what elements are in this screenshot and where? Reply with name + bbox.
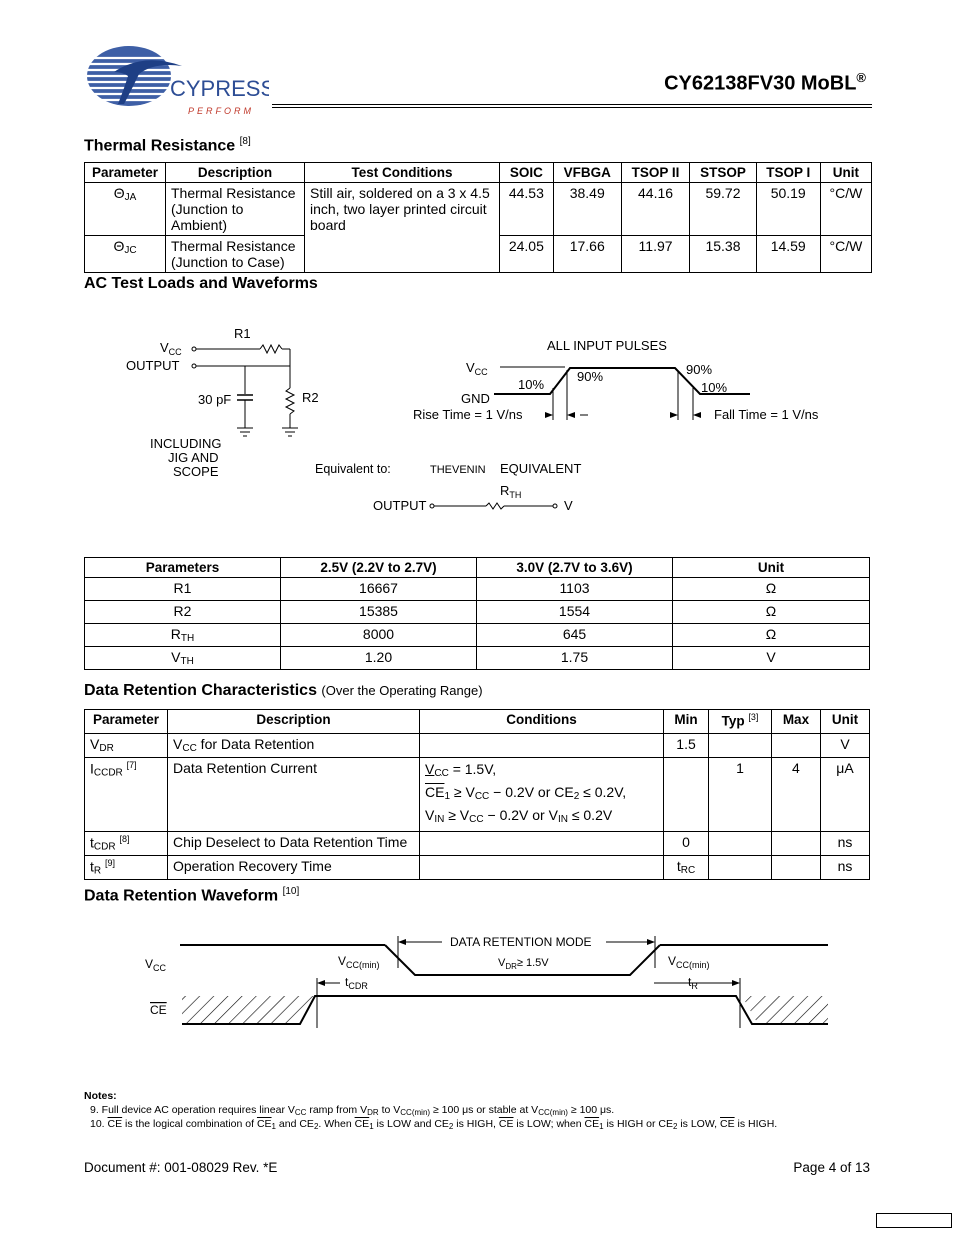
col-header: TSOP I xyxy=(756,163,820,183)
resistor-icon xyxy=(486,503,504,509)
vcc-label: $V_{CC}$ xyxy=(145,957,167,973)
value-cell: 44.16 xyxy=(621,183,690,236)
max-cell xyxy=(771,856,820,880)
vcc-label: $V_{CC}$ xyxy=(160,340,182,357)
value-cell: 8000 xyxy=(281,624,477,647)
svg-text:CYPRESS: CYPRESS xyxy=(170,76,269,101)
cypress-logo-icon xyxy=(84,44,269,119)
param-cell: ΘJA xyxy=(85,183,166,236)
output-label: OUTPUT xyxy=(126,358,180,373)
col-header: Unit xyxy=(673,558,870,578)
vccmin-label: $V_{CC(min)}$ xyxy=(668,954,710,970)
table-row xyxy=(85,183,872,236)
unit-cell: Ω xyxy=(673,578,870,601)
rth-label: $R_{TH}$ xyxy=(500,483,522,500)
unit-cell: V xyxy=(820,734,869,758)
unit-cell: ns xyxy=(820,832,869,856)
value-cell: 17.66 xyxy=(553,236,621,273)
retention-mode-label: DATA RETENTION MODE xyxy=(450,935,592,949)
r1-label: R1 xyxy=(234,326,251,341)
desc-cell: Thermal Resistance (Junction to Ambient) xyxy=(166,183,305,236)
col-header: Conditions xyxy=(420,710,664,734)
col-header: 3.0V (2.7V to 3.6V) xyxy=(477,558,673,578)
col-header: Unit xyxy=(820,163,871,183)
col-header: Min xyxy=(664,710,709,734)
pct-label: 10% xyxy=(701,380,728,395)
col-header: Description xyxy=(168,710,420,734)
param-cell: VTH xyxy=(85,647,281,670)
pct-label: 90% xyxy=(577,369,604,384)
table-header-row xyxy=(85,558,870,578)
feedback-box[interactable] xyxy=(876,1213,952,1228)
thermal-table xyxy=(84,162,872,273)
value-cell: 59.72 xyxy=(690,183,756,236)
thevenin-label: THEVENIN xyxy=(430,464,486,476)
col-header: Parameter xyxy=(85,163,166,183)
wave-vcc-label: $V_{CC}$ xyxy=(466,360,488,377)
typ-cell xyxy=(709,856,772,880)
waveform-heading: Data Retention Waveform [10] xyxy=(84,886,300,905)
unit-cell: °C/W xyxy=(820,236,871,273)
pct-label: 10% xyxy=(518,377,545,392)
resistor-icon xyxy=(260,345,282,353)
param-cell: RTH xyxy=(85,624,281,647)
desc-cell: VCC for Data Retention xyxy=(168,734,420,758)
table-header-row xyxy=(85,163,872,183)
table-row xyxy=(85,624,870,647)
param-cell: ICCDR [7] xyxy=(85,758,168,832)
resistor-icon xyxy=(286,388,294,414)
param-cell: ΘJC xyxy=(85,236,166,273)
cypress-logo xyxy=(84,44,269,119)
unit-cell: °C/W xyxy=(820,183,871,236)
col-header: Test Conditions xyxy=(305,163,500,183)
value-cell: 38.49 xyxy=(553,183,621,236)
max-cell xyxy=(771,832,820,856)
desc-cell: Chip Deselect to Data Retention Time xyxy=(168,832,420,856)
ac-test-load-diagram xyxy=(110,318,850,518)
scope-label: SCOPE xyxy=(173,464,219,479)
col-header: Unit xyxy=(820,710,869,734)
desc-cell: Data Retention Current xyxy=(168,758,420,832)
value-cell: 15385 xyxy=(281,601,477,624)
notes-title: Notes: xyxy=(84,1090,117,1102)
desc-cell: Operation Recovery Time xyxy=(168,856,420,880)
data-retention-waveform xyxy=(140,928,840,1033)
unit-cell: V xyxy=(673,647,870,670)
pct-label: 90% xyxy=(686,362,713,377)
including-label: INCLUDING xyxy=(150,436,222,451)
document-number: Document #: 001-08029 Rev. *E xyxy=(84,1160,278,1175)
r2-label: R2 xyxy=(302,390,319,405)
param-cell: R2 xyxy=(85,601,281,624)
page-title: CY62138FV30 MoBL® xyxy=(664,70,866,95)
cap-label: 30 pF xyxy=(198,392,232,407)
param-cell: R1 xyxy=(85,578,281,601)
table-row xyxy=(85,758,870,832)
min-cell: tRC xyxy=(664,856,709,880)
gnd-label: GND xyxy=(461,391,490,406)
conditions-cell xyxy=(420,734,664,758)
equiv-to-label: Equivalent to: xyxy=(315,462,391,476)
tcdr-label: $t_{CDR}$ xyxy=(345,975,368,991)
value-cell: 15.38 xyxy=(690,236,756,273)
param-cell: tR [9] xyxy=(85,856,168,880)
thevenin-v-label: V xyxy=(564,498,573,513)
col-header: TSOP II xyxy=(621,163,690,183)
col-header: Typ [3] xyxy=(709,710,772,734)
table-row xyxy=(85,832,870,856)
header-rule xyxy=(272,107,872,108)
value-cell: 44.53 xyxy=(500,183,554,236)
typ-cell xyxy=(709,734,772,758)
desc-cell: Thermal Resistance (Junction to Case) xyxy=(166,236,305,273)
param-cell: VDR xyxy=(85,734,168,758)
max-cell xyxy=(771,734,820,758)
min-cell: 1.5 xyxy=(664,734,709,758)
thermal-heading: Thermal Resistance [8] xyxy=(84,136,251,155)
ac-heading: AC Test Loads and Waveforms xyxy=(84,275,318,292)
conditions-cell: VCC = 1.5V, $\overline{CE}1$ ≥ VCC − 0.2V or CE2 ≤ 0.2V, VIN ≥ VCC − 0.2V or VIN ≤ 0.2V xyxy=(420,758,664,832)
header-rule xyxy=(272,104,872,105)
unit-cell: Ω xyxy=(673,601,870,624)
conditions-cell: Still air, soldered on a 3 x 4.5 inch, two layer printed circuit board xyxy=(305,183,500,273)
conditions-cell xyxy=(420,832,664,856)
value-cell: 1.20 xyxy=(281,647,477,670)
jig-label: JIG AND xyxy=(168,450,219,465)
fall-time-label: Fall Time = 1 V/ns xyxy=(714,407,819,422)
vccmin-label: $V_{CC(min)}$ xyxy=(338,954,380,970)
value-cell: 1103 xyxy=(477,578,673,601)
col-header: 2.5V (2.2V to 2.7V) xyxy=(281,558,477,578)
table-header-row xyxy=(85,710,870,734)
table-row xyxy=(85,856,870,880)
note-9: 9. Full device AC operation requires linear VCC ramp from VDR to VCC(min) ≥ 100 μs or stable at VCC(min) ≥ 100 μs. xyxy=(90,1104,615,1117)
unit-cell: μA xyxy=(820,758,869,832)
tr-label: $t_R$ xyxy=(688,975,698,991)
hatched-region xyxy=(182,996,315,1024)
col-header: VFBGA xyxy=(553,163,621,183)
col-header: Description xyxy=(166,163,305,183)
col-header: STSOP xyxy=(690,163,756,183)
all-input-label: ALL INPUT PULSES xyxy=(547,338,667,353)
param-cell: tCDR [8] xyxy=(85,832,168,856)
retention-heading: Data Retention Characteristics (Over the Operating Range) xyxy=(84,682,483,699)
equivalent-label: EQUIVALENT xyxy=(500,461,582,476)
col-header: Parameter xyxy=(85,710,168,734)
load-params-table xyxy=(84,557,870,670)
value-cell: 14.59 xyxy=(756,236,820,273)
conditions-cell xyxy=(420,856,664,880)
value-cell: 50.19 xyxy=(756,183,820,236)
value-cell: 16667 xyxy=(281,578,477,601)
ground-icon xyxy=(237,428,298,436)
table-row xyxy=(85,734,870,758)
value-cell: 1.75 xyxy=(477,647,673,670)
typ-cell: 1 xyxy=(709,758,772,832)
thevenin-output-label: OUTPUT xyxy=(373,498,427,513)
ce-label: CE xyxy=(150,1003,167,1017)
typ-cell xyxy=(709,832,772,856)
col-header: Max xyxy=(771,710,820,734)
table-row xyxy=(85,647,870,670)
value-cell: 1554 xyxy=(477,601,673,624)
min-cell xyxy=(664,758,709,832)
page-number: Page 4 of 13 xyxy=(793,1160,870,1175)
value-cell: 11.97 xyxy=(621,236,690,273)
unit-cell: Ω xyxy=(673,624,870,647)
table-row xyxy=(85,578,870,601)
value-cell: 645 xyxy=(477,624,673,647)
svg-text:PERFORM: PERFORM xyxy=(188,106,254,116)
vdr-label: $V_{DR}\ge 1.5V$ xyxy=(498,957,549,971)
col-header: Parameters xyxy=(85,558,281,578)
unit-cell: ns xyxy=(820,856,869,880)
max-cell: 4 xyxy=(771,758,820,832)
value-cell: 24.05 xyxy=(500,236,554,273)
note-10: 10. $\overline{CE}$ is the logical combination of $\overline{CE}1$ and CE2. When $\overline{CE}1$ is LOW and CE2 is HIGH, $\overline{CE}$ is LOW; when $\overline{CE}1$ is HIGH or CE2 is LOW, $\overline{CE}$ is HIGH. xyxy=(90,1118,778,1131)
col-header: SOIC xyxy=(500,163,554,183)
min-cell: 0 xyxy=(664,832,709,856)
rise-time-label: Rise Time = 1 V/ns xyxy=(413,407,523,422)
table-row xyxy=(85,601,870,624)
notes xyxy=(84,1090,777,1131)
hatched-region xyxy=(742,996,828,1024)
retention-table xyxy=(84,709,870,880)
